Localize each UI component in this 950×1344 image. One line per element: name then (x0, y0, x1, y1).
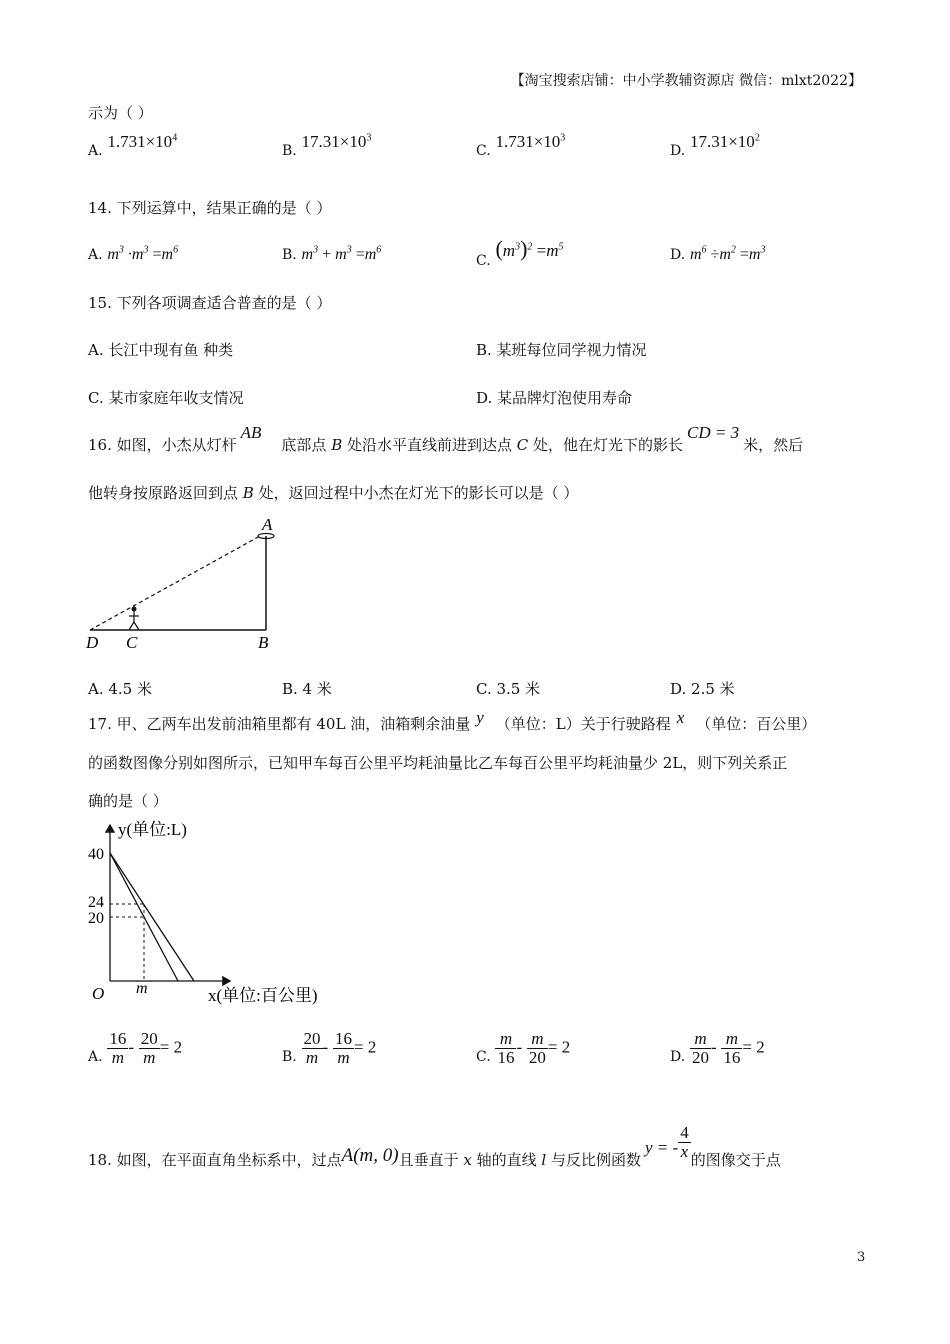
x-axis-label: x(单位:百公里) (208, 986, 318, 1005)
fraction (721, 1030, 742, 1067)
option-label: A. (88, 247, 103, 263)
rhs: = 2 (353, 1037, 377, 1057)
y-axis-label: y(单位:L) (118, 820, 187, 839)
label-b: B (258, 633, 269, 652)
q15-option-d: D. 某品牌灯泡使用寿命 (476, 389, 633, 407)
q13-option-c (476, 132, 566, 160)
numerator: m (527, 1030, 548, 1049)
q17-option-a (88, 1030, 182, 1067)
numerator: m (495, 1030, 516, 1049)
q15-option-a: A. 长江中现有鱼 种类 (88, 341, 234, 359)
q17-text: 17. 甲、乙两车出发前油箱里都有 40L 油，油箱剩余油量 (88, 715, 471, 733)
q17-stem-line2: 的函数图像分别如图所示，已知甲车每百公里平均耗油量比乙车每百公里平均耗油量少 2L，则下列关系正 (88, 754, 788, 772)
q15-option-c: C. 某市家庭年收支情况 (88, 389, 244, 407)
numerator: m (690, 1030, 711, 1049)
q13-option-b (282, 132, 372, 160)
label-d: D (86, 633, 99, 652)
line-l: l (541, 1150, 547, 1169)
mantissa: 1.731 (107, 132, 146, 151)
q16-option-c: C. 3.5 米 (476, 680, 541, 698)
times-ten: ×10 (339, 132, 367, 151)
option-label: C. (476, 1048, 491, 1065)
q14-option-d: D. $m^6 \div m^2 =m^3$ (670, 244, 766, 263)
fraction (139, 1030, 160, 1067)
times-ten: ×10 (145, 132, 173, 151)
ytick-40: 40 (88, 846, 104, 863)
minus-sign: - (710, 1037, 717, 1057)
q14-option-c: C. $(m^3)^2 =m^5$ (476, 236, 564, 269)
exponent: 3 (366, 132, 372, 144)
rhs: = 2 (159, 1037, 183, 1057)
option-label: C. (476, 253, 491, 269)
q16-text: 米，然后 (743, 436, 804, 454)
numerator: 20 (303, 1029, 321, 1048)
numerator: m (721, 1030, 742, 1049)
times-ten: ×10 (533, 132, 561, 151)
q14-option-b: B. $m^3 + m^3 =m^6$ (282, 244, 382, 263)
denominator: m (143, 1048, 156, 1067)
numerator: 20 (140, 1029, 158, 1048)
q18-text: 且垂直于 (398, 1150, 464, 1169)
times-ten: ×10 (728, 132, 755, 151)
numerator: 16 (109, 1029, 127, 1048)
rhs: = 2 (547, 1037, 571, 1057)
mantissa: 17.31 (689, 132, 729, 151)
exponent: 2 (754, 132, 760, 144)
option-label: A. (88, 143, 103, 159)
denominator: 16 (723, 1048, 741, 1067)
rhs: = 2 (742, 1037, 765, 1057)
q18-text: 18. 如图，在平面直角坐标系中，过点 (88, 1150, 342, 1169)
label-c: C (126, 633, 138, 652)
mantissa: 17.31 (301, 132, 340, 151)
label-a: A (262, 515, 273, 534)
segment-cd: CD = 3 (687, 423, 740, 442)
point-b: B (242, 484, 254, 502)
minus-sign: - (516, 1037, 523, 1057)
q13-option-d (670, 132, 760, 160)
q17-text: （单位：L）关于行驶路程 (495, 715, 671, 733)
option-label: B. (282, 1048, 297, 1065)
ytick-24: 24 (88, 894, 104, 911)
option-label: B. (282, 143, 297, 159)
m-label: m (136, 980, 148, 997)
denominator: m (305, 1048, 319, 1067)
q13-option-a (88, 132, 178, 160)
q13-stem-tail: 示为（ ） (88, 104, 153, 122)
q17-option-b (282, 1030, 376, 1067)
q17-graph (80, 815, 370, 1015)
var-x: x (463, 1150, 472, 1169)
denominator: m (111, 1048, 124, 1067)
q18-stem (88, 1114, 781, 1169)
fraction (678, 1124, 691, 1161)
point-a: A(m, 0) (341, 1144, 399, 1166)
q16-text: 他转身按原路返回到点 (88, 484, 243, 502)
minus-sign: - (322, 1037, 329, 1057)
fraction (333, 1030, 354, 1067)
denominator: 16 (497, 1048, 515, 1067)
option-label: D. (670, 1048, 686, 1065)
q17-stem-line1 (88, 708, 817, 734)
exponent: 3 (560, 132, 566, 144)
numerator: 16 (334, 1029, 352, 1048)
q16-stem-line2 (88, 482, 578, 503)
ytick-20: 20 (88, 910, 104, 927)
option-label: B. (282, 247, 297, 263)
q15-option-b: B. 某班每位同学视力情况 (476, 341, 647, 359)
option-label: A. (88, 1048, 103, 1065)
var-x: x (676, 708, 685, 727)
q17-stem-line3: 确的是（ ） (88, 792, 168, 810)
denominator: 20 (528, 1048, 546, 1067)
denominator: 20 (691, 1048, 709, 1067)
q18-text: 的图像交于点 (690, 1150, 781, 1169)
q16-option-a: A. 4.5 米 (88, 680, 152, 698)
q16-stem-line1 (88, 423, 804, 455)
q17-option-d (670, 1030, 765, 1067)
fraction (495, 1030, 516, 1067)
light-ray (90, 536, 260, 630)
option-label: C. (476, 143, 491, 159)
q18-text: 与反比例函数 (546, 1150, 641, 1169)
point-c: C (516, 436, 529, 454)
q16-text: 16. 如图，小杰从灯杆 (88, 436, 237, 454)
person-icon (129, 607, 139, 631)
minus-sign: - (128, 1037, 135, 1057)
exponent: 4 (172, 132, 178, 144)
option-label: D. (670, 143, 686, 159)
fraction (690, 1030, 711, 1067)
denominator: m (337, 1048, 350, 1067)
segment-ab: AB (240, 423, 262, 442)
numerator: 4 (680, 1123, 689, 1142)
q14-option-a: A. $m^3 \cdot m^3 =m^6$ (88, 244, 179, 263)
denominator: x (680, 1142, 689, 1161)
q16-option-b: B. 4 米 (282, 680, 332, 698)
q16-text: 底部点 (281, 436, 332, 454)
q16-text: 处，返回过程中小杰在灯光下的影长可以是（ ） (253, 484, 579, 502)
page-header: 【淘宝搜索店铺：中小学教辅资源店 微信：mlxt2022】 (510, 73, 862, 89)
page-number: 3 (857, 1250, 866, 1265)
point-b: B (331, 436, 343, 454)
q15-stem: 15. 下列各项调查适合普查的是（ ） (88, 294, 332, 312)
q18-text: 轴的直线 (471, 1150, 542, 1169)
q16-text: 处沿水平直线前进到达点 (342, 436, 517, 454)
fraction (107, 1030, 128, 1067)
option-label: D. (670, 247, 686, 263)
q16-text: 处，他在灯光下的影长 (528, 436, 684, 454)
q14-stem: 14. 下列运算中，结果正确的是（ ） (88, 199, 332, 217)
fraction (527, 1030, 548, 1067)
var-y: y (476, 708, 484, 727)
q17-option-c (476, 1030, 570, 1067)
mantissa: 1.731 (495, 132, 534, 151)
q16-figure (80, 512, 290, 657)
origin-label: O (92, 984, 105, 1003)
fraction (302, 1030, 323, 1067)
q17-text: （单位：百公里） (696, 715, 817, 733)
function-lhs: y = - (645, 1137, 679, 1157)
q16-option-d: D. 2.5 米 (670, 680, 735, 698)
